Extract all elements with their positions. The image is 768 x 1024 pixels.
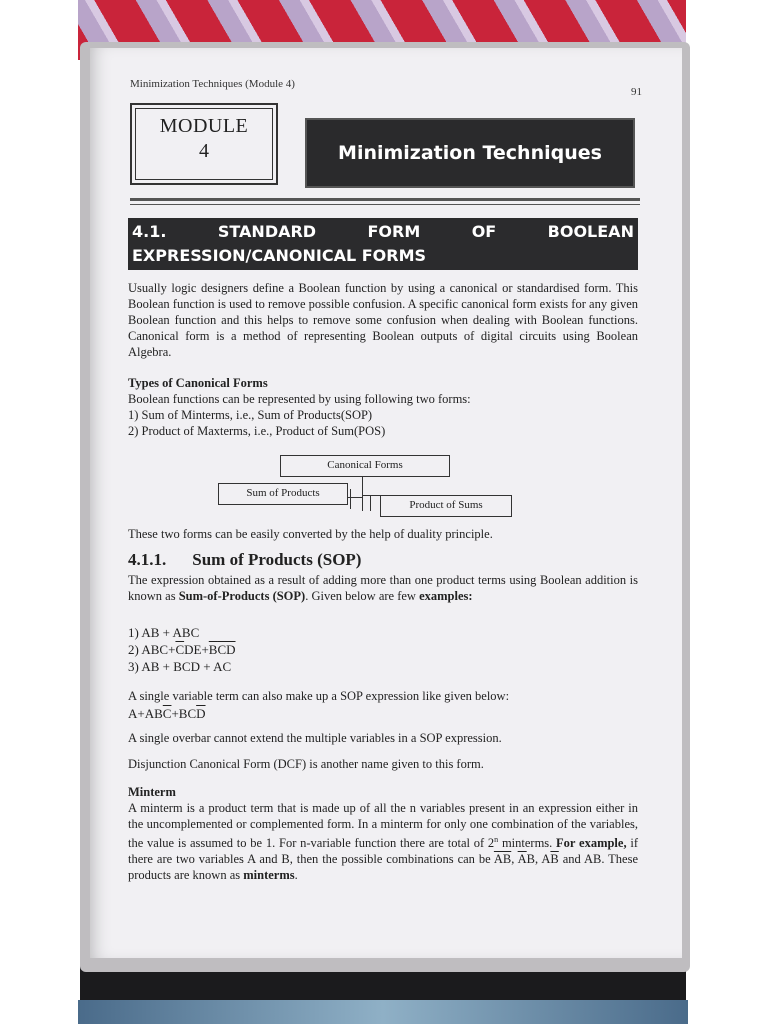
example-2: 2) $ABC+\overline{C}DE+\overline{B}\overline{CD}$: [128, 642, 236, 657]
subsection-heading: [128, 550, 361, 570]
types-item: 1) Sum of Minterms, i.e., Sum of Products(SOP): [128, 408, 373, 422]
section-word: STANDARD: [217, 222, 317, 241]
module-box: [130, 103, 278, 185]
diagram-root-box: Canonical Forms: [280, 455, 450, 477]
section-word: FORM: [367, 222, 421, 241]
minterm-paragraph: A minterm is a product term that is made up of all the n variables present in an expression either in the uncomplemented or complemented form. In a minterm for only one combination of the variables, the value is assumed to be 1. For n-variable function there are total of 2$^n$ minterms. For example, if there are two variables A and B, then the possible combinations can be $\overline{AB}$, $\overline{A}B$, $A\overline{B}$ and AB. These products are known as minterms.: [128, 801, 639, 883]
duality-note: These two forms can be easily converted by the help of duality principle.: [128, 527, 493, 541]
section-word: 4.1.: [132, 222, 167, 241]
dcf-note: Disjunction Canonical Form (DCF) is another name given to this form.: [128, 757, 484, 771]
example-1: 1) AB + ABC: [128, 625, 200, 640]
types-item: 2) Product of Maxterms, i.e., Product of Sum(POS): [128, 424, 386, 438]
diagram-connector: [370, 495, 371, 511]
canonical-forms-diagram: [90, 453, 682, 523]
divider: [130, 198, 640, 201]
types-lead: Boolean functions can be represented by using following two forms:: [128, 392, 471, 406]
divider: [130, 204, 640, 205]
single-variable-note: A single variable term can also make up a SOP expression like given below:: [128, 689, 510, 703]
sop-term: Sum-of-Products (SOP): [178, 589, 306, 603]
diagram-connector: [348, 497, 362, 498]
sop-examples: [128, 624, 638, 675]
subsection-title: Sum of Products (SOP): [192, 550, 362, 569]
diagram-sop-box: Sum of Products: [218, 483, 348, 505]
page-number: 91: [631, 86, 642, 98]
book-page: [90, 48, 682, 958]
types-heading: Types of Canonical Forms: [128, 376, 268, 390]
module-number: 4: [199, 140, 209, 162]
background-bottom: [78, 1000, 688, 1024]
single-variable-example: $A+AB\overline{C}+BC\overline{D}$: [128, 706, 206, 721]
types-block: [128, 375, 638, 439]
module-word: MODULE: [159, 115, 249, 137]
module-title: Minimization Techniques: [305, 118, 635, 188]
section-line2: EXPRESSION/CANONICAL FORMS: [132, 246, 427, 265]
diagram-connector: [362, 477, 363, 511]
section-heading: [128, 218, 638, 270]
examples-label: examples:: [419, 589, 473, 603]
minterm-heading: Minterm: [128, 785, 176, 799]
overbar-note: A single overbar cannot extend the multiple variables in a SOP expression.: [128, 731, 502, 745]
subsection-number: 4.1.1.: [128, 550, 167, 569]
sop-text: The expression obtained as a result of adding more than one product terms using Boolean addition is known as: [128, 573, 638, 603]
intro-paragraph: Usually logic designers define a Boolean function by using a canonical or standardised form. This Boolean function is used to remove possible confusion. A specific canonical form exists for any given Boolean function and this helps to remove some confusion when dealing with Boolean functions. Canonical form is a method of representing Boolean outputs of digital circuits using Boolean Algebra.: [128, 281, 638, 359]
background-right: [686, 0, 768, 1024]
section-word: OF: [471, 222, 497, 241]
sop-text: . Given below are few: [305, 589, 420, 603]
diagram-connector: [350, 489, 351, 509]
example-3: 3) AB + BCD + AC: [128, 659, 232, 674]
diagram-pos-box: Product of Sums: [380, 495, 512, 517]
section-word: BOOLEAN: [547, 222, 634, 241]
sop-paragraph: [128, 572, 638, 604]
background-left: [0, 0, 80, 1024]
running-head: Minimization Techniques (Module 4): [130, 78, 295, 90]
